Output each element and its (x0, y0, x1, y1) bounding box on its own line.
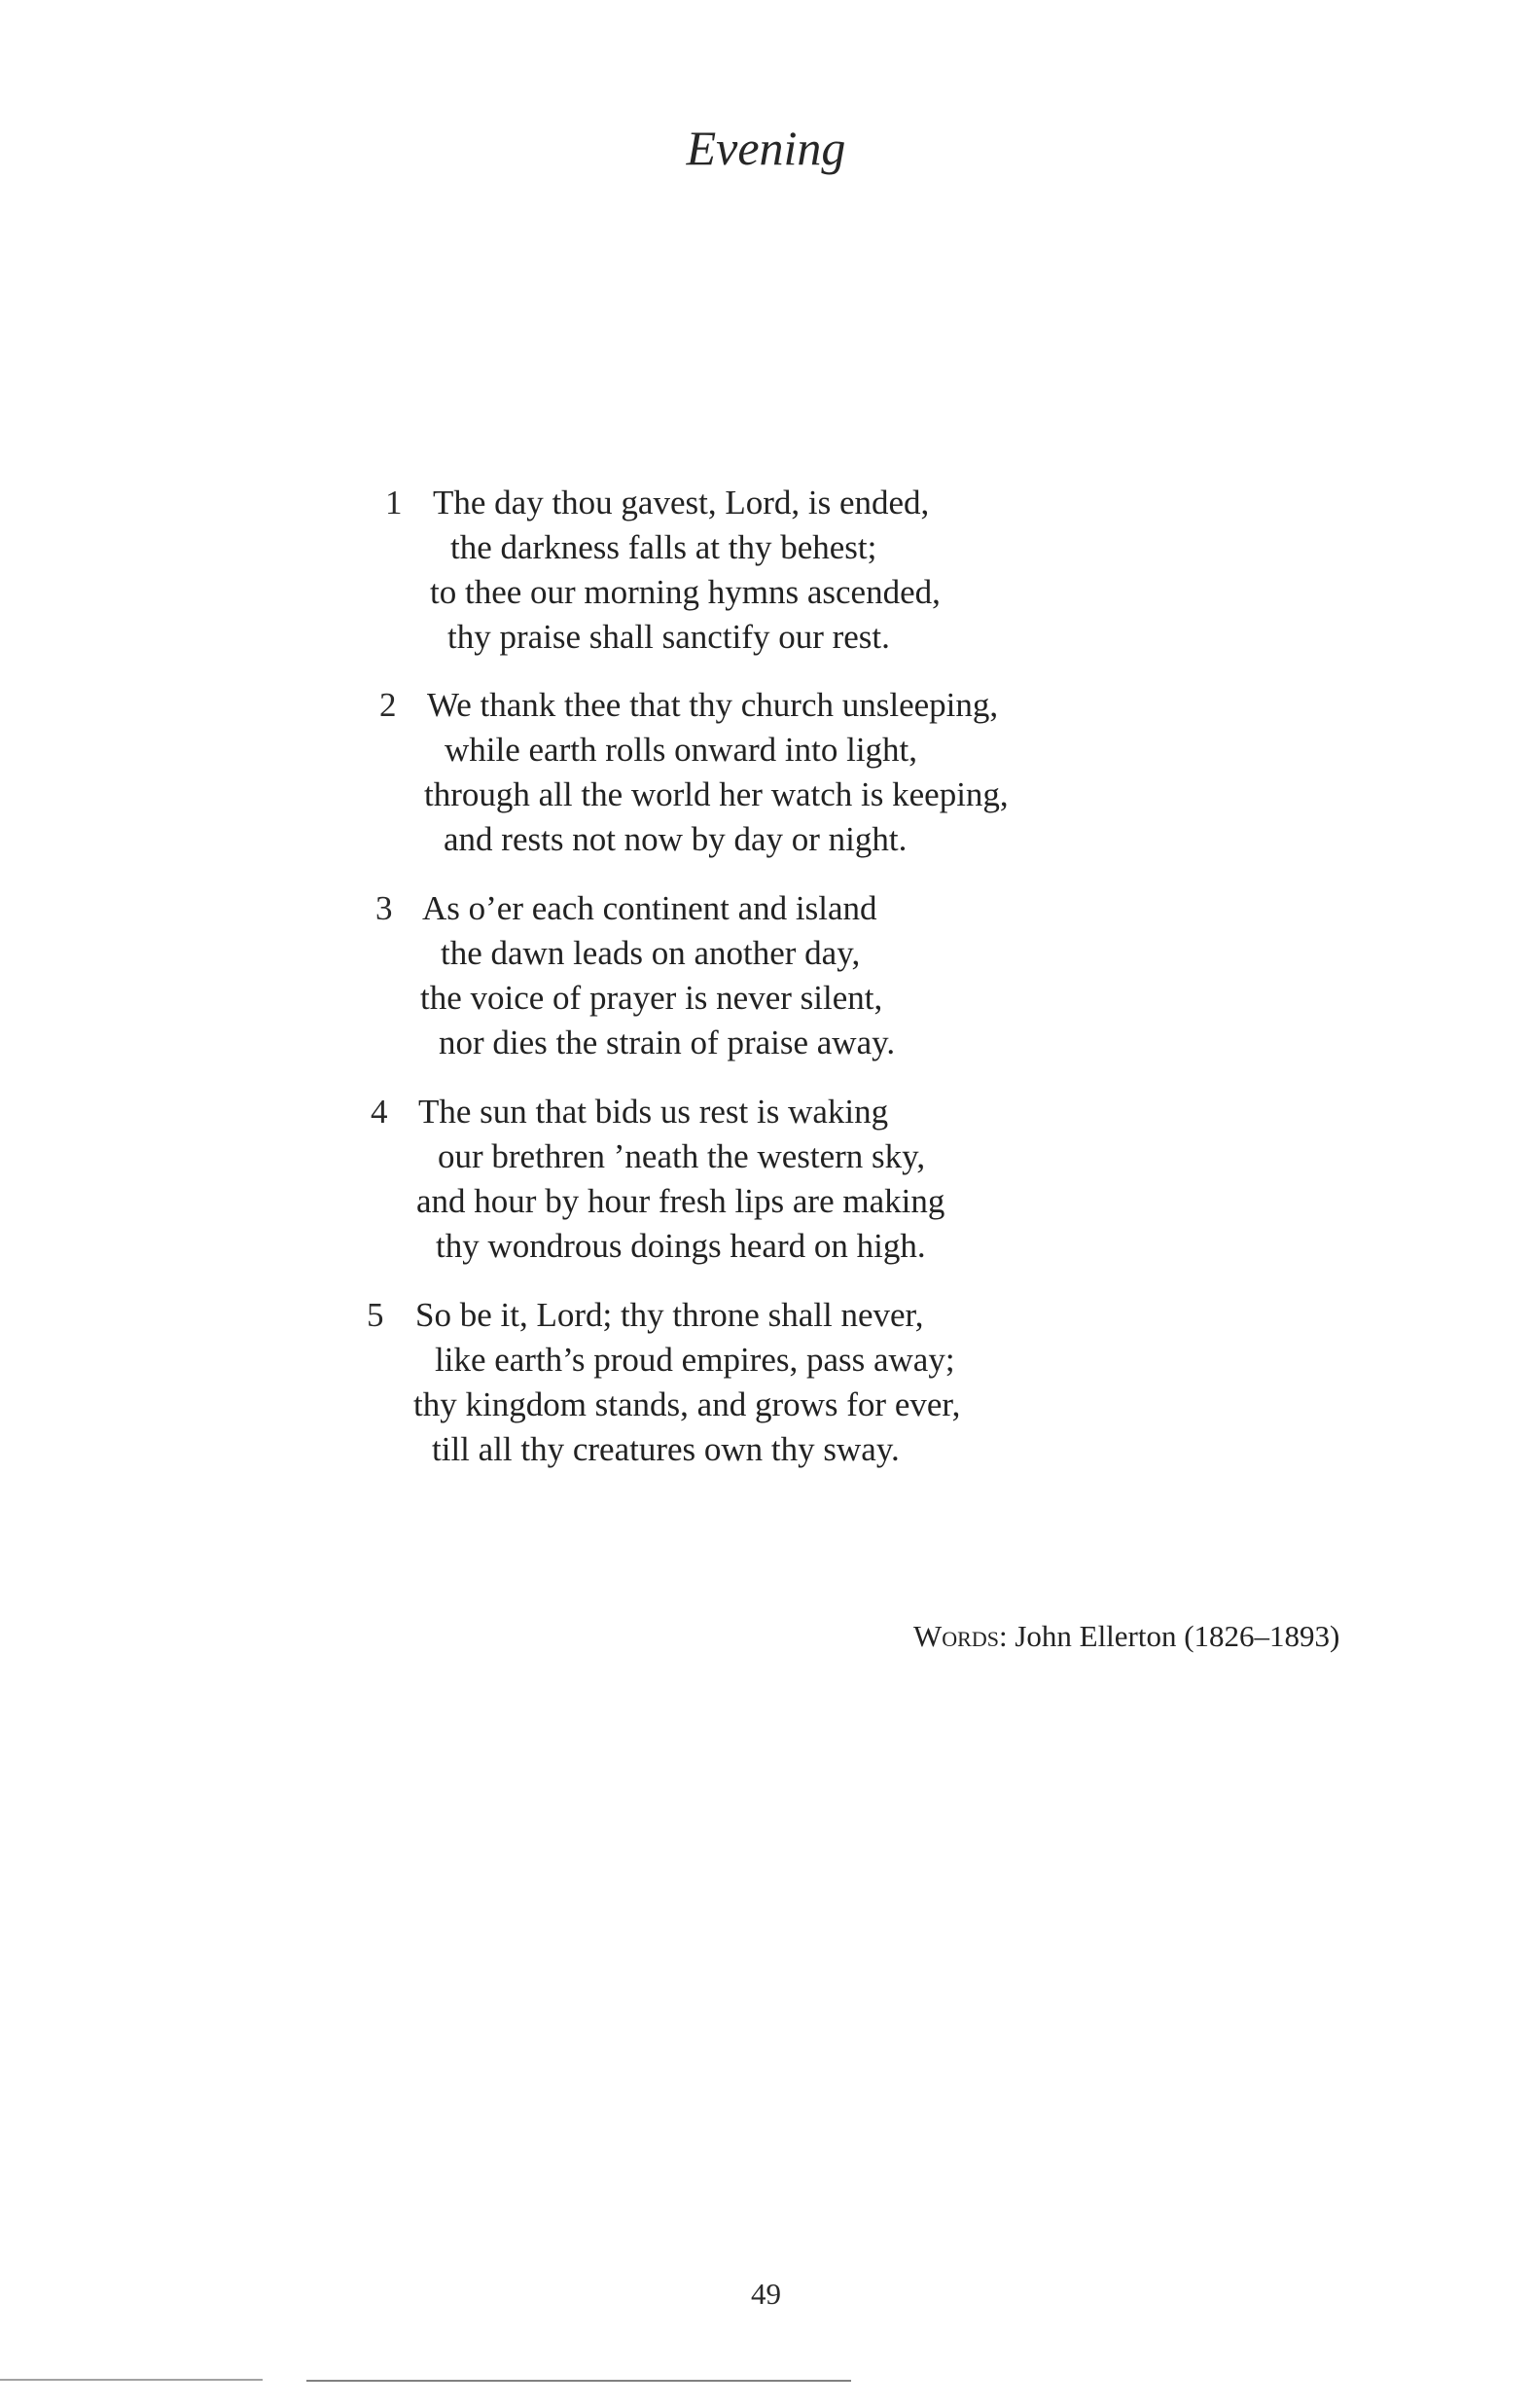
verse-line: the dawn leads on another day, (441, 934, 861, 972)
verse-line: like earth’s proud empires, pass away; (435, 1341, 955, 1379)
attribution-author: John Ellerton (1826–1893) (1007, 1619, 1340, 1653)
page-title: Evening (686, 121, 846, 175)
verse-line: through all the world her watch is keeping, (424, 775, 1009, 813)
attribution-label: Words: (913, 1619, 1008, 1653)
verse-line: The sun that bids us rest is waking (418, 1093, 889, 1131)
verse-line: thy praise shall sanctify our rest. (447, 618, 890, 656)
verse-line: thy kingdom stands, and grows for ever, (413, 1385, 961, 1423)
verse-line: to thee our morning hymns ascended, (430, 573, 941, 611)
verse-number: 5 (367, 1296, 384, 1334)
verse-line: We thank thee that thy church unsleeping, (427, 686, 999, 724)
verse-line: our brethren ’neath the western sky, (438, 1137, 926, 1175)
words-attribution (913, 1617, 1339, 1656)
page-number: 49 (751, 2277, 781, 2311)
verse-line: thy wondrous doings heard on high. (436, 1227, 926, 1265)
verse-number: 3 (375, 889, 393, 927)
scan-edge-line (0, 2379, 263, 2381)
scan-edge-line (306, 2380, 851, 2382)
verse-line: the darkness falls at thy behest; (450, 528, 877, 566)
verse-number: 4 (371, 1093, 388, 1131)
verse-line: So be it, Lord; thy throne shall never, (415, 1296, 924, 1334)
verse-line: As o’er each continent and island (422, 889, 877, 927)
verse-line: The day thou gavest, Lord, is ended, (433, 484, 930, 521)
verse-line: and hour by hour fresh lips are making (416, 1182, 945, 1220)
verse-number: 2 (379, 686, 397, 724)
verse-line: nor dies the strain of praise away. (439, 1024, 896, 1061)
verse-line: till all thy creatures own thy sway. (432, 1430, 900, 1468)
verse-line: and rests not now by day or night. (444, 820, 908, 858)
verse-line: the voice of prayer is never silent, (420, 979, 883, 1017)
verse-number: 1 (385, 484, 403, 521)
verse-line: while earth rolls onward into light, (445, 731, 918, 769)
